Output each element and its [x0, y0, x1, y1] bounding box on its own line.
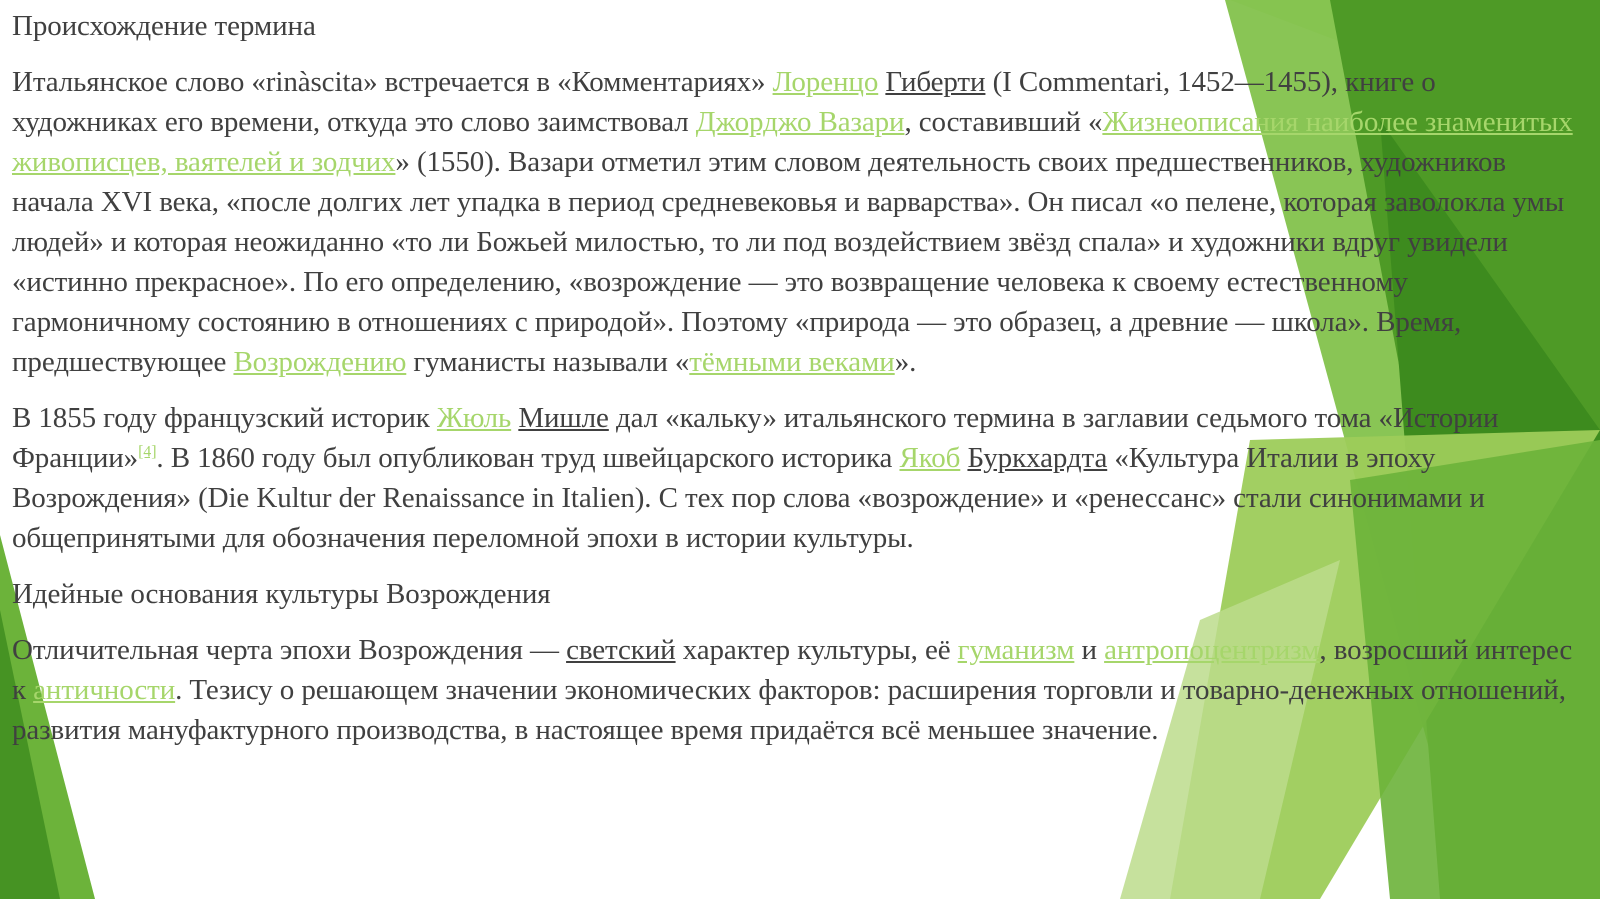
link-secular[interactable]: светский — [566, 634, 676, 666]
link-humanism[interactable]: гуманизм — [957, 634, 1075, 666]
link-jules[interactable]: Жюль — [436, 402, 512, 434]
text: ». — [894, 346, 917, 378]
text: и — [1074, 634, 1105, 666]
text: Отличительная черта эпохи Возрождения — — [12, 634, 567, 666]
text: » (1550). Вазари отметил этим словом деятельность своих предшественников, художников начала XVI века, «после долгих лет упадка в период средневековья и варварства». Он писал «о пелене, которая заволокла умы людей» и которая неожиданно «то ли Божьей милостью, то ли под воздействием звёзд спала» и художники вдруг увидели «истинно прекрасное». По его определению, «возрождение — это возвращение человека к своему естественному гармоничному состоянию в отношениях с природой». Поэтому «природа — это образец, а древние — школа». Время, предшествующее — [12, 146, 1565, 378]
text: дал «кальку» итальянского термина в заглавии седьмого тома «Истории Франции» — [12, 402, 1499, 474]
link-lorenzo[interactable]: Лоренцо — [772, 66, 879, 98]
paragraph-origin — [12, 62, 1587, 382]
link-anthropocentrism[interactable]: антропоцентризм — [1104, 634, 1320, 666]
link-vasari[interactable]: Джорджо Вазари — [695, 106, 905, 138]
heading-origin: Происхождение термина — [12, 10, 316, 42]
link-burckhardt[interactable]: Буркхардта — [967, 442, 1108, 474]
text: В 1855 году французский историк — [12, 402, 437, 434]
heading-foundations: Идейные основания культуры Возрождения — [12, 578, 551, 610]
link-michelet[interactable]: Мишле — [518, 402, 609, 434]
link-antiquity[interactable]: античности — [33, 674, 176, 706]
link-dark-ages[interactable]: тёмными веками — [689, 346, 895, 378]
link-lives[interactable]: Жизнеописания наиболее знаменитых живописцев, ваятелей и зодчих — [12, 106, 1573, 178]
text: характер культуры, её — [675, 634, 958, 666]
footnote-ref[interactable]: [4] — [138, 443, 157, 461]
text: , составивший « — [904, 106, 1103, 138]
article-body — [12, 6, 1587, 766]
text: . В 1860 году был опубликован труд швейцарского историка — [156, 442, 900, 474]
text: . Тезису о решающем значении экономических факторов: расширения торговли и товарно-денежных отношений, развития мануфактурного производства, в настоящее время придаётся всё меньшее значение. — [12, 674, 1566, 746]
paragraph-michelet — [12, 398, 1587, 558]
link-renaissance[interactable]: Возрождению — [233, 346, 407, 378]
text: (I Commentari, 1452—1455), книге о художниках его времени, откуда это слово заимствовал — [12, 66, 1436, 138]
text: , возросший интерес к — [12, 634, 1573, 706]
text: Итальянское слово «rinàscita» встречается в «Комментариях» — [12, 66, 773, 98]
link-jacob[interactable]: Якоб — [899, 442, 961, 474]
paragraph-foundations — [12, 630, 1587, 750]
text: «Культура Италии в эпоху Возрождения» (Die Kultur der Renaissance in Italien). С тех пор слова «возрождение» и «ренессанс» стали синонимами и общепринятыми для обозначения переломной эпохи в истории культуры. — [12, 442, 1485, 554]
text: гуманисты называли « — [406, 346, 690, 378]
link-ghiberti[interactable]: Гиберти — [885, 66, 986, 98]
